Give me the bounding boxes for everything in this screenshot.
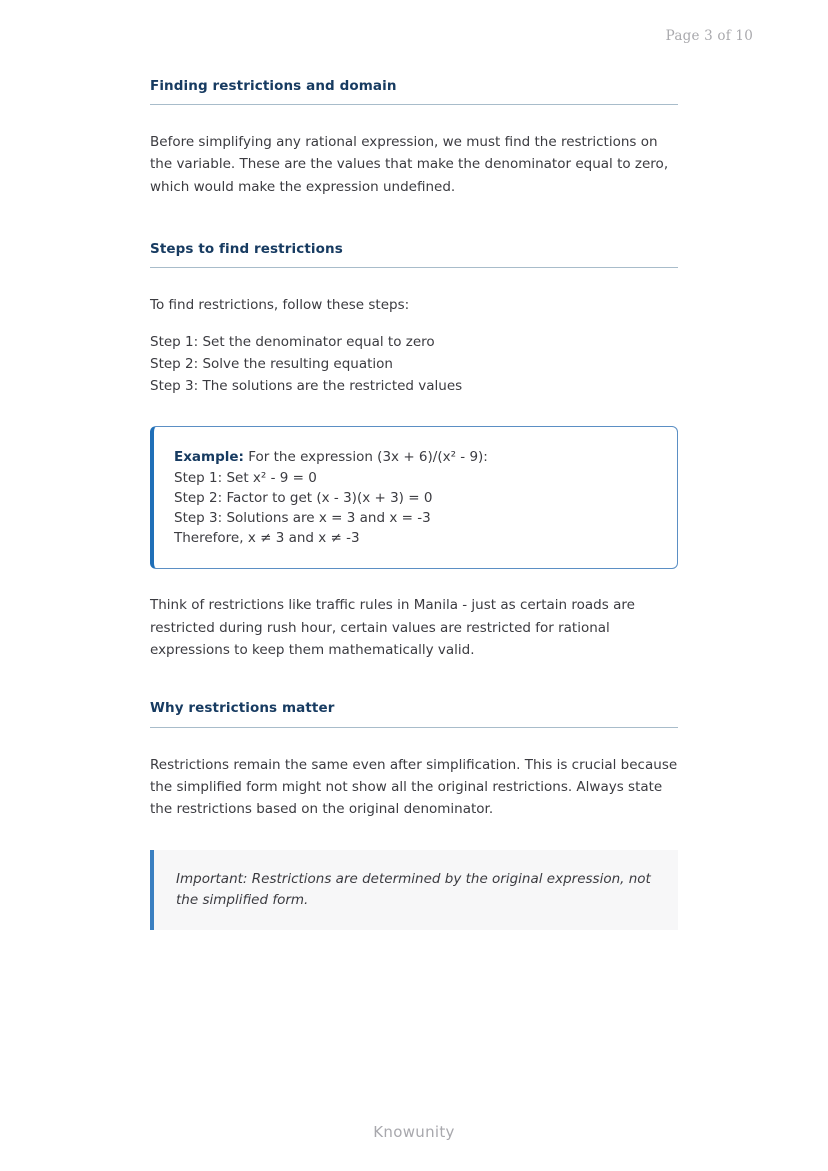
page-number-label: Page 3 of 10 [665,28,753,44]
section-heading-why: Why restrictions matter [150,700,335,717]
steps-list [150,317,678,398]
section-finding-restrictions [150,72,678,105]
section-steps-to-find [150,198,678,268]
section-heading-steps: Steps to find restrictions [150,241,343,258]
section-why-restrictions-matter [150,661,678,727]
list-item: Step 3: The solutions are the restricted values [150,378,463,395]
paragraph-analogy: Think of restrictions like traffic rules in Manila - just as certain roads are restricted during rush hour, certain values are restricted for rational expressions to keep them mathematically valid. [150,597,635,659]
list-item: Step 2: Solve the resulting equation [150,355,393,372]
example-label: Example: [174,449,244,466]
example-step-line: Step 2: Factor to get (x - 3)(x + 3) = 0 [174,489,433,506]
paragraph-finding-intro: Before simplifying any rational expression, we must find the restrictions on the variable. These are the values that make the denominator equal to zero, which would make the expression undefined. [150,134,669,195]
paragraph-why: Restrictions remain the same even after simplification. This is crucial because the simplified form might not show all the original restrictions. Always state the restrictions based on the original denominator. [150,756,678,818]
example-step-line: Step 1: Set x² - 9 = 0 [174,469,317,486]
example-headline [174,447,655,467]
document-content [150,72,678,930]
footer-brand-label: Knowunity [373,1123,455,1141]
example-step-line: Step 3: Solutions are x = 3 and x = -3 [174,510,431,527]
important-callout-text: Important: Restrictions are determined by the original expression, not the simplified form. [176,871,651,909]
paragraph-steps-intro: To find restrictions, follow these steps: [150,297,410,314]
section-heading-finding: Finding restrictions and domain [150,78,397,94]
example-callout-box [150,426,678,569]
example-expression: For the expression (3x + 6)/(x² - 9): [243,449,488,466]
list-item: Step 1: Set the denominator equal to zero [150,333,435,350]
important-callout-box [150,850,678,930]
example-conclusion-line: Therefore, x ≠ 3 and x ≠ -3 [174,530,360,547]
